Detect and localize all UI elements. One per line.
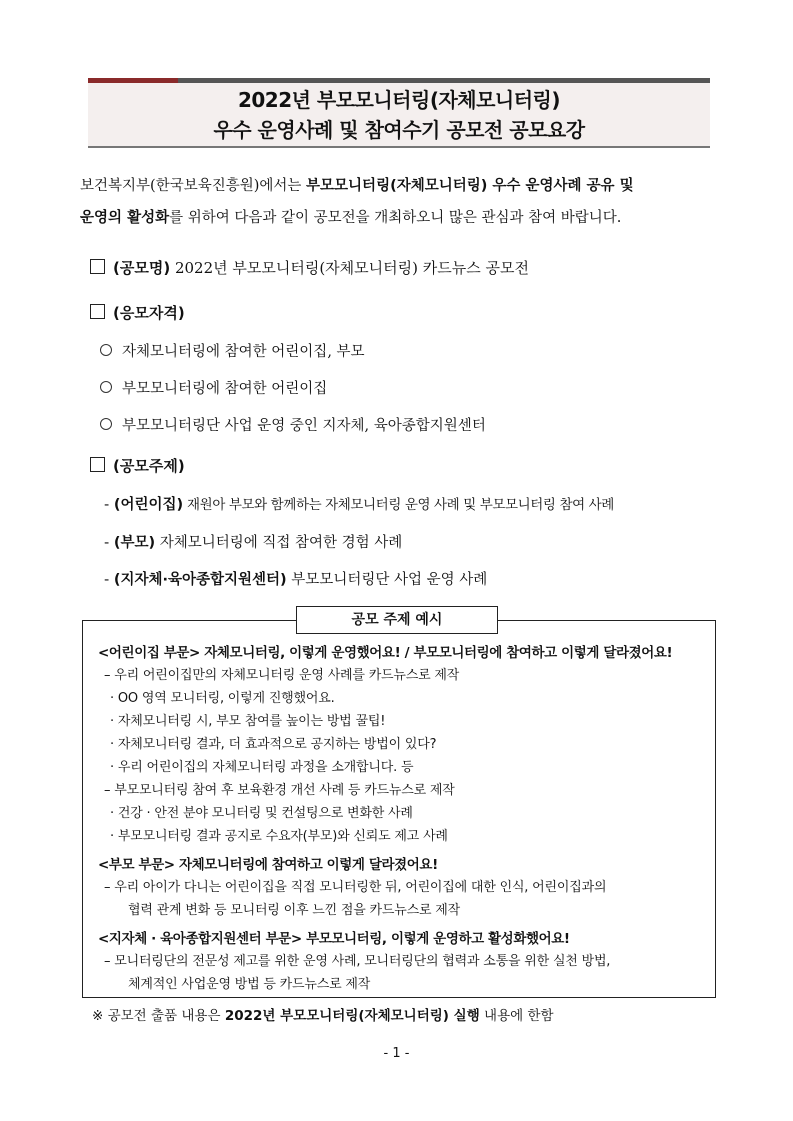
example-parent-heading: <부모 부문> 자체모니터링에 참여하고 이렇게 달라졌어요! — [98, 857, 438, 873]
theme-text: 재원아 부모와 함께하는 자체모니터링 운영 사례 및 부모모니터링 참여 사례 — [183, 497, 614, 513]
theme-label: (어린이집) — [113, 497, 184, 513]
example-line: – 부모모니터링 참여 후 보육환경 개선 사례 등 카드뉴스로 제작 — [104, 783, 455, 798]
section-heading: (응모자격) — [113, 304, 185, 322]
list-item: - (부모) 자체모니터링에 직접 참여한 경험 사례 — [104, 535, 403, 551]
example-box-title: 공모 주제 예시 — [296, 606, 498, 634]
list-item: - (지자체·육아종합지원센터) 부모모니터링단 사업 운영 사례 — [104, 572, 488, 588]
example-line: · 건강 · 안전 분야 모니터링 및 컨설팅으로 변화한 사례 — [110, 806, 413, 821]
example-line: · OO 영역 모니터링, 이렇게 진행했어요. — [110, 691, 335, 706]
example-daycare-heading: <어린이집 부문> 자체모니터링, 이렇게 운영했어요! / 부모모니터링에 참여하고 이렇게 달라졌어요! — [98, 645, 673, 661]
example-local-heading: <지자체 · 육아종합지원센터 부문> 부모모니터링, 이렇게 운영하고 활성화했어요! — [98, 931, 570, 947]
title-top-bar — [178, 78, 710, 83]
page-title-line1: 2022년 부모모니터링(자체모니터링) — [237, 88, 561, 112]
list-item — [100, 377, 327, 398]
footnote — [92, 1004, 554, 1024]
circle-bullet-icon — [100, 418, 112, 430]
list-item-text: 부모모니터링에 참여한 어린이집 — [122, 381, 328, 397]
page-number: - 1 - — [383, 1046, 410, 1061]
checkbox-square-icon — [90, 259, 105, 274]
list-item — [100, 414, 486, 435]
section-heading: (공모명) — [113, 259, 171, 277]
title-bottom-bar — [88, 146, 710, 148]
list-item: - (어린이집) 재원아 부모와 함께하는 자체모니터링 운영 사례 및 부모모니터링 참여 사례 — [104, 497, 614, 513]
intro-paragraph — [80, 170, 720, 234]
title-accent-bar — [88, 78, 178, 83]
checkbox-square-icon — [90, 457, 105, 472]
list-item — [100, 340, 365, 361]
intro-emphasis: 부모모니터링(자체모니터링) 우수 운영사례 공유 및 — [306, 178, 634, 194]
intro-text: 보건복지부(한국보육진흥원)에서는 — [80, 178, 307, 194]
example-line: 체계적인 사업운영 방법 등 카드뉴스로 제작 — [128, 977, 371, 992]
footnote-text: ※ 공모전 출품 내용은 — [92, 1008, 225, 1024]
circle-bullet-icon — [100, 344, 112, 356]
intro-text: 를 위하여 다음과 같이 공모전을 개최하오니 많은 관심과 참여 바랍니다. — [169, 210, 622, 226]
theme-label: (지자체·육아종합지원센터) — [113, 572, 287, 588]
example-line: · 자체모니터링 시, 부모 참여를 높이는 방법 꿀팁! — [110, 714, 386, 729]
example-line: · 자체모니터링 결과, 더 효과적으로 공지하는 방법이 있다? — [110, 737, 437, 752]
section-heading: (공모주제) — [113, 457, 185, 475]
checkbox-square-icon — [90, 304, 105, 319]
intro-emphasis: 운영의 활성화 — [80, 210, 170, 226]
list-item-text: 자체모니터링에 참여한 어린이집, 부모 — [122, 344, 365, 360]
theme-text: 부모모니터링단 사업 운영 사례 — [286, 572, 488, 588]
footnote-emphasis: 2022년 부모모니터링(자체모니터링) 실행 — [224, 1008, 480, 1024]
list-item-text: 부모모니터링단 사업 운영 중인 지자체, 육아종합지원센터 — [122, 418, 486, 434]
example-line: – 우리 아이가 다니는 어린이집을 직접 모니터링한 뒤, 어린이집에 대한 인식, 어린이집과의 — [104, 880, 607, 895]
theme-text: 자체모니터링에 직접 참여한 경험 사례 — [155, 535, 403, 551]
section-contest-name — [90, 257, 529, 278]
page-title-line2: 우수 운영사례 및 참여수기 공모전 공모요강 — [213, 118, 585, 142]
example-line: 협력 관계 변화 등 모니터링 이후 느낀 점을 카드뉴스로 제작 — [128, 903, 460, 918]
section-eligibility — [90, 302, 185, 323]
example-line: · 우리 어린이집의 자체모니터링 과정을 소개합니다. 등 — [110, 760, 414, 775]
section-theme — [90, 455, 185, 476]
example-line: – 우리 어린이집만의 자체모니터링 운영 사례를 카드뉴스로 제작 — [104, 668, 460, 683]
example-line: · 부모모니터링 결과 공지로 수요자(부모)와 신뢰도 제고 사례 — [110, 829, 448, 844]
example-line: – 모니터링단의 전문성 제고를 위한 운영 사례, 모니터링단의 협력과 소통을 위한 실천 방법, — [104, 954, 611, 969]
theme-label: (부모) — [113, 535, 156, 551]
footnote-text: 내용에 한함 — [479, 1008, 554, 1024]
section-text: 2022년 부모모니터링(자체모니터링) 카드뉴스 공모전 — [170, 259, 529, 277]
circle-bullet-icon — [100, 381, 112, 393]
